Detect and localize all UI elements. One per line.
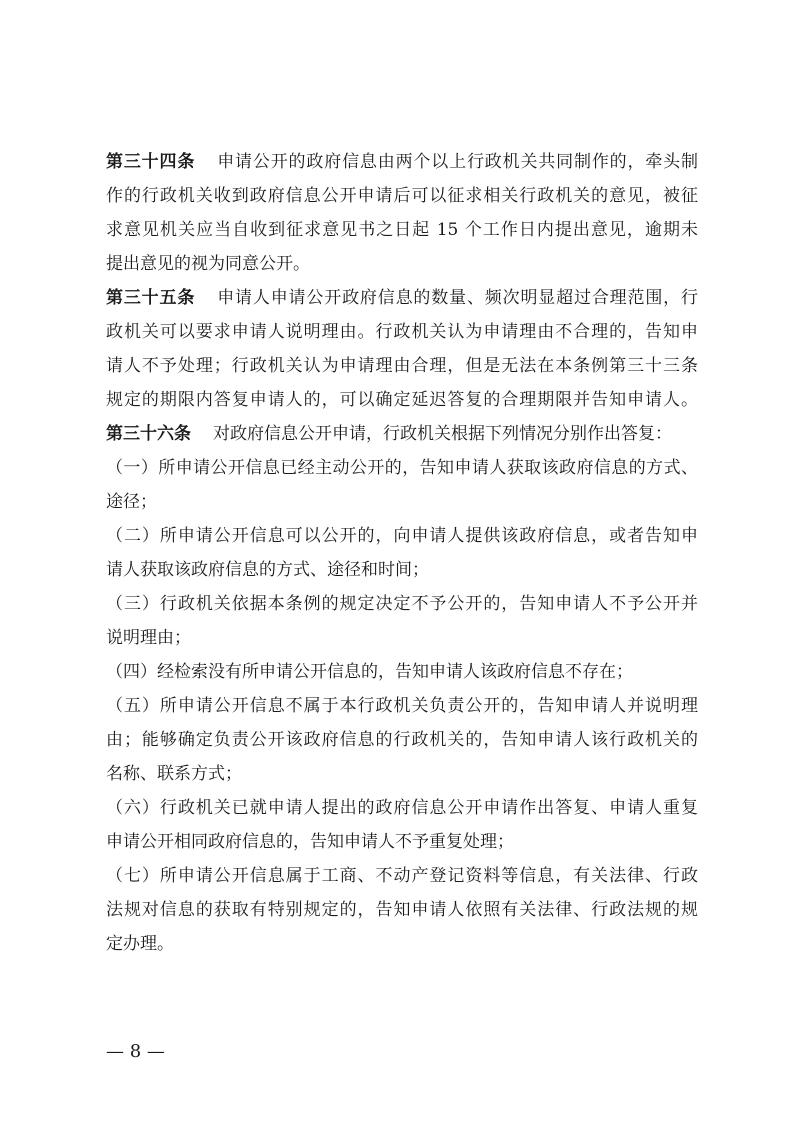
item-4-line-1: （四）经检索没有所申请公开信息的，告知申请人该政府信息不存在； xyxy=(106,662,633,682)
article-34-line-1 xyxy=(106,145,698,179)
article-34-text-1: 申请公开的政府信息由两个以上行政机关共同制作的，牵头制 xyxy=(217,152,699,172)
item-3-line-2: 说明理由； xyxy=(106,628,191,648)
article-34-label: 第三十四条 xyxy=(106,152,196,172)
article-34-line-4: 提出意见的视为同意公开。 xyxy=(106,254,310,274)
article-34-line-2: 作的行政机关收到政府信息公开申请后可以征求相关行政机关的意见，被征 xyxy=(106,186,698,206)
item-5-line-1: （五）所申请公开信息不属于本行政机关负责公开的，告知申请人并说明理 xyxy=(106,696,698,716)
article-35-text-1: 申请人申请公开政府信息的数量、频次明显超过合理范围，行 xyxy=(217,288,699,308)
item-6-line-1: （六）行政机关已就申请人提出的政府信息公开申请作出答复、申请人重复 xyxy=(106,798,698,818)
item-2-line-2: 请人获取该政府信息的方式、途径和时间； xyxy=(106,560,429,580)
item-7-line-3: 定办理。 xyxy=(106,934,174,954)
article-35-line-4: 规定的期限内答复申请人的，可以确定延迟答复的合理期限并告知申请人。 xyxy=(106,390,698,410)
article-35-label: 第三十五条 xyxy=(106,288,196,308)
item-1-line-1: （一）所申请公开信息已经主动公开的，告知申请人获取该政府信息的方式、 xyxy=(106,458,698,478)
item-7-line-1: （七）所申请公开信息属于工商、不动产登记资料等信息，有关法律、行政 xyxy=(106,866,698,886)
article-36-label: 第三十六条 xyxy=(106,424,191,444)
article-36-text-1: 对政府信息公开申请，行政机关根据下列情况分别作出答复： xyxy=(213,424,672,444)
article-35-line-1 xyxy=(106,281,698,315)
page-number: — 8 — xyxy=(106,1041,165,1062)
item-2-line-1: （二）所申请公开信息可以公开的，向申请人提供该政府信息，或者告知申 xyxy=(106,526,698,546)
item-5-line-3: 名称、联系方式； xyxy=(106,764,242,784)
item-3-line-1: （三）行政机关依据本条例的规定决定不予公开的，告知申请人不予公开并 xyxy=(106,594,698,614)
item-1-line-2: 途径； xyxy=(106,492,157,512)
article-36-line-1 xyxy=(106,417,672,451)
item-6-line-2: 申请公开相同政府信息的，告知申请人不予重复处理； xyxy=(106,832,514,852)
item-7-line-2: 法规对信息的获取有特别规定的，告知申请人依照有关法律、行政法规的规 xyxy=(106,900,698,920)
item-5-line-2: 由；能够确定负责公开该政府信息的行政机关的，告知申请人该行政机关的 xyxy=(106,730,698,750)
article-35-line-2: 政机关可以要求申请人说明理由。行政机关认为申请理由不合理的，告知申 xyxy=(106,322,698,342)
article-34-line-3: 求意见机关应当自收到征求意见书之日起 15 个工作日内提出意见，逾期未 xyxy=(106,220,698,240)
article-35-line-3: 请人不予处理；行政机关认为申请理由合理，但是无法在本条例第三十三条 xyxy=(106,356,698,376)
